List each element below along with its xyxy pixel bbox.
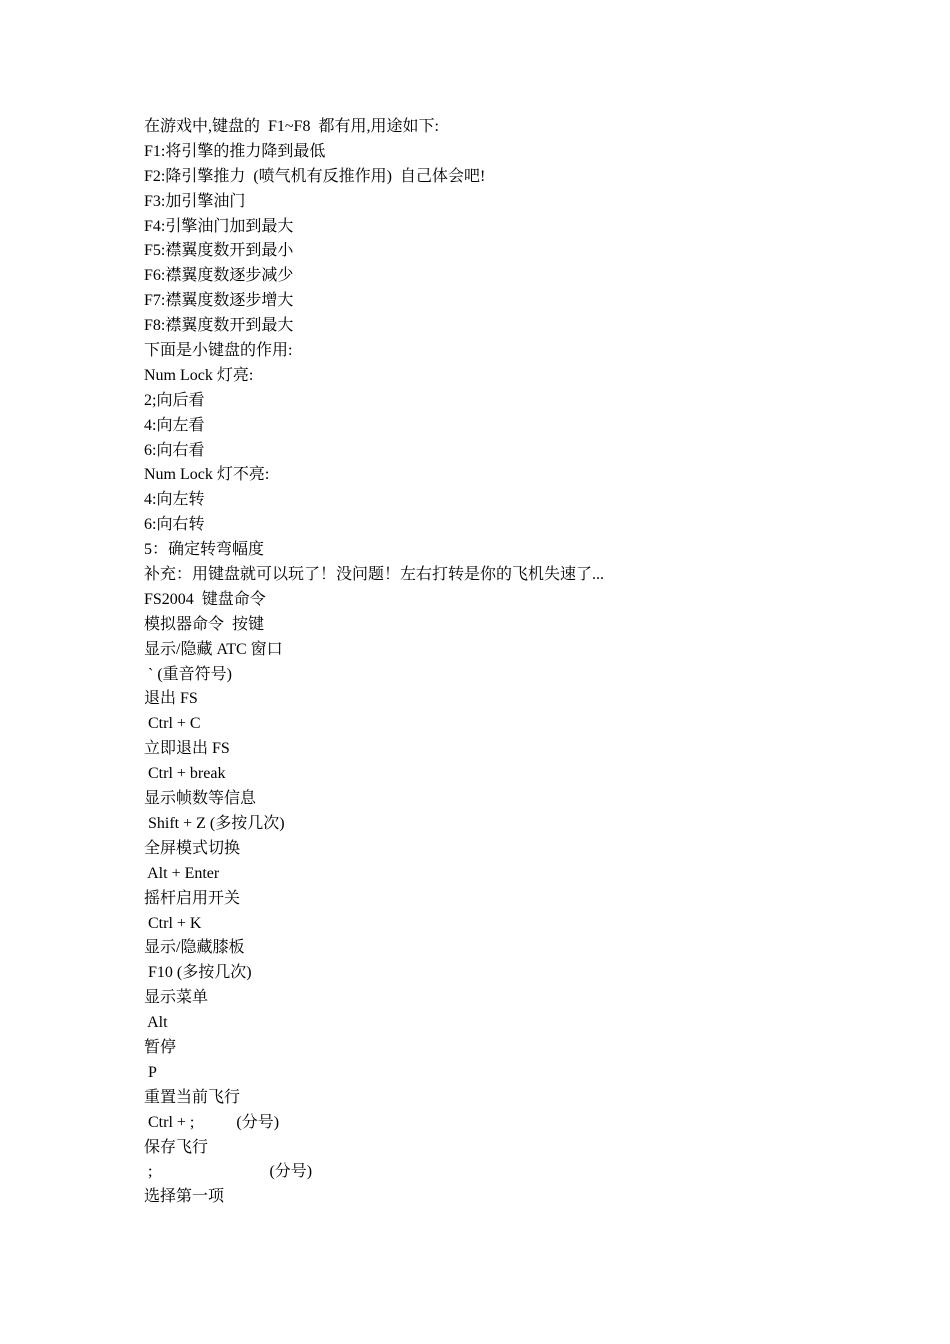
text-line: F10 (多按几次): [144, 964, 252, 982]
save-flight-key-note: (分号): [269, 1163, 313, 1181]
text-line: 全屏模式切换: [144, 839, 241, 857]
text-line: 4:向左看: [144, 416, 205, 434]
reset-flight-key-note: (分号): [236, 1113, 280, 1131]
text-line: Ctrl + break: [144, 765, 226, 783]
reset-flight-key-line: [144, 1111, 844, 1136]
text-line: 下面是小键盘的作用:: [144, 342, 293, 360]
text-line: 6:向右转: [144, 516, 205, 534]
text-line: 显示菜单: [144, 989, 209, 1007]
text-line: Alt: [144, 1014, 168, 1032]
save-flight-label: 保存飞行: [144, 1138, 209, 1156]
text-line: 模拟器命令 按键: [144, 615, 265, 633]
text-line: 退出 FS: [144, 690, 198, 708]
save-flight-key: ;: [144, 1163, 153, 1181]
text-line: Alt + Enter: [144, 864, 220, 882]
text-line: 显示帧数等信息: [144, 790, 257, 808]
document-page: [144, 115, 844, 1210]
text-line: 6:向右看: [144, 441, 205, 459]
text-line: F2:降引擎推力 (喷气机有反推作用) 自己体会吧!: [144, 167, 486, 185]
text-line: F4:引擎油门加到最大: [144, 217, 294, 235]
text-line: F3:加引擎油门: [144, 192, 246, 210]
text-line: 5：确定转弯幅度: [144, 541, 265, 559]
text-line: F8:襟翼度数开到最大: [144, 317, 294, 335]
text-line: F7:襟翼度数逐步增大: [144, 292, 294, 310]
text-line: 4:向左转: [144, 491, 205, 509]
text-line: Num Lock 灯不亮:: [144, 466, 270, 484]
reset-flight-key: Ctrl + ;: [144, 1113, 195, 1131]
text-line: P: [144, 1063, 157, 1081]
save-flight-key-line: [144, 1160, 844, 1185]
text-line: Ctrl + C: [144, 715, 201, 733]
text-line: F5:襟翼度数开到最小: [144, 242, 294, 260]
text-line: Shift + Z (多按几次): [144, 814, 285, 832]
text-line: Ctrl + K: [144, 914, 202, 932]
text-line: Num Lock 灯亮:: [144, 366, 254, 384]
text-line: 摇杆启用开关: [144, 889, 241, 907]
text-line: 显示/隐藏 ATC 窗口: [144, 640, 283, 658]
text-line: F6:襟翼度数逐步减少: [144, 267, 294, 285]
text-line: 重置当前飞行: [144, 1088, 241, 1106]
text-line: F1:将引擎的推力降到最低: [144, 142, 326, 160]
text-line: 立即退出 FS: [144, 740, 230, 758]
select-first-item-label: 选择第一项: [144, 1188, 225, 1206]
text-line: ` (重音符号): [144, 665, 232, 683]
text-line: 2;向后看: [144, 391, 205, 409]
text-line: 在游戏中,键盘的 F1~F8 都有用,用途如下:: [144, 118, 439, 135]
text-line: 补充：用键盘就可以玩了！没问题！左右打转是你的飞机失速了...: [144, 566, 605, 584]
text-line: 显示/隐藏膝板: [144, 939, 245, 957]
text-line: 暂停: [144, 1038, 177, 1056]
text-line: FS2004 键盘命令: [144, 590, 266, 608]
